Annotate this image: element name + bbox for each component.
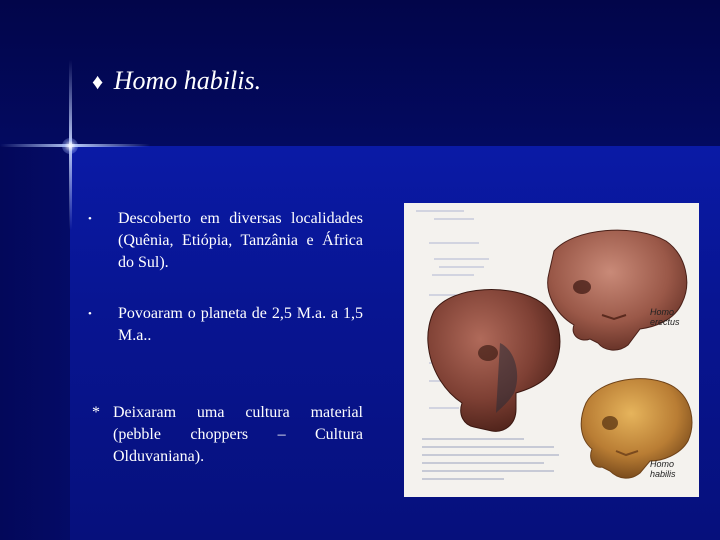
hominid-skulls-photo xyxy=(404,203,699,497)
note-text: Deixaram uma cultura material (pebble choppers – Cultura Olduvaniana). xyxy=(113,404,363,465)
slide-left-band xyxy=(0,146,70,540)
label-homo-erectus xyxy=(650,307,680,327)
slide-title xyxy=(92,66,261,96)
list-item xyxy=(88,208,363,274)
bullet-text: Descoberto em diversas localidades (Quênia, Etiópia, Tanzânia e África do Sul). xyxy=(118,210,363,271)
slide-title-text: Homo habilis. xyxy=(113,66,262,95)
asterisk-bullet-icon: * xyxy=(92,404,100,421)
homo-erectus-skull xyxy=(548,230,687,350)
label-line: habilis xyxy=(650,469,676,479)
list-item xyxy=(88,303,363,347)
caption-lines xyxy=(422,439,559,479)
homo-habilis-skull-side xyxy=(428,290,560,432)
label-homo-habilis xyxy=(650,459,676,479)
label-line: Homo xyxy=(650,459,675,469)
skulls-illustration xyxy=(404,203,699,497)
sparkle-glow-decoration xyxy=(62,138,78,154)
label-line: erectus xyxy=(650,317,680,327)
bullet-dot-icon: • xyxy=(88,213,92,225)
bullet-text: Povoaram o planeta de 2,5 M.a. a 1,5 M.a.. xyxy=(118,305,363,344)
diamond-bullet-icon: ♦ xyxy=(92,69,104,94)
bullet-dot-icon: • xyxy=(88,308,92,320)
label-line: Homo xyxy=(650,307,675,317)
note-item xyxy=(88,402,363,468)
